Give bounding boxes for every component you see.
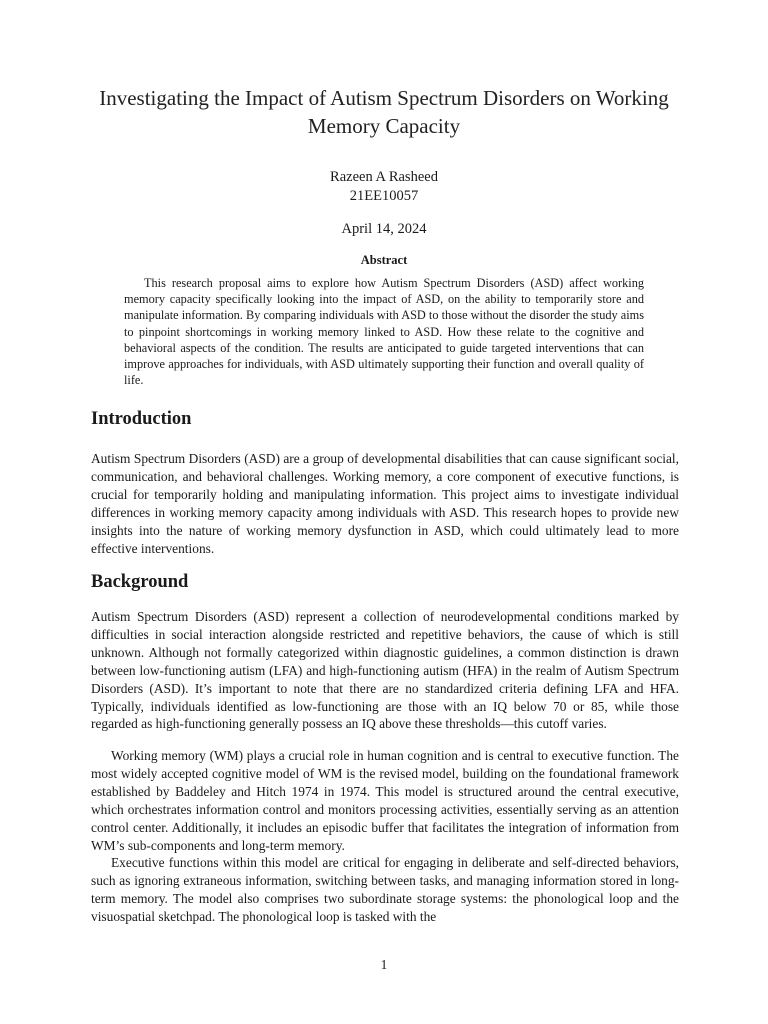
- abstract-text: This research proposal aims to explore how Autism Spectrum Disorders (ASD) affect working memory capacity specifically looking into the impact of ASD, on the ability to temporarily store and manipulate information. By comparing individuals with ASD to those without the disorder the study aims to pinpoint shortcomings in working memory linked to ASD. How these relate to the cognitive and behavioral aspects of the condition. The results are anticipated to guide targeted interventions that can improve approaches for individuals, with ASD ultimately supporting their function and overall quality of life.: [124, 276, 644, 388]
- author-block: [0, 168, 768, 206]
- page-number: 1: [380, 957, 388, 972]
- introduction-heading: Introduction: [91, 409, 192, 429]
- author-name: Razeen A Rasheed: [330, 169, 438, 185]
- paper-title: Investigating the Impact of Autism Spectrum Disorders on Working Memory Capacity: [99, 86, 669, 138]
- author-id: 21EE10057: [349, 188, 419, 204]
- background-paragraph-3: Executive functions within this model are critical for engaging in deliberate and self-directed behaviors, such as ignoring extraneous information, switching between tasks, and managing information stored in long-term memory. The model also comprises two subordinate storage systems: the phonological loop and the visuospatial sketchpad. The phonological loop is tasked with the: [91, 855, 679, 924]
- background-heading: Background: [91, 572, 189, 592]
- introduction-paragraph: Autism Spectrum Disorders (ASD) are a group of developmental disabilities that can cause significant social, communication, and behavioral challenges. Working memory, a core component of executive functions, is crucial for temporarily holding and manipulating information. This project aims to investigate individual differences in working memory capacity among individuals with ASD. This research hopes to provide new insights into the nature of working memory dysfunction in ASD, which could ultimately lead to more effective interventions.: [91, 451, 679, 556]
- paper-date: April 14, 2024: [341, 221, 427, 237]
- abstract-heading: Abstract: [360, 253, 408, 267]
- background-paragraph-2: Working memory (WM) plays a crucial role in human cognition and is central to executive function. The most widely accepted cognitive model of WM is the revised model, building on the foundational framework established by Baddeley and Hitch 1974 in 1974. This model is structured around the central executive, which orchestrates information control and monitors processing activities, essentially serving as an attention control center. Additionally, it includes an episodic buffer that facilitates the integration of information from WM’s sub-components and long-term memory.: [91, 748, 679, 853]
- background-paragraph-1: Autism Spectrum Disorders (ASD) represent a collection of neurodevelopmental conditions marked by difficulties in social interaction alongside restricted and repetitive behaviors, the cause of which is still unknown. Although not formally categorized within diagnostic guidelines, a common distinction is drawn between low-functioning autism (LFA) and high-functioning autism (HFA) in the realm of Autism Spectrum Disorders (ASD). It’s important to note that there are no standardized criteria defining LFA and HFA. Typically, individuals identified as low-functioning are those with an IQ below 70 or 85, while those regarded as high-functioning generally possess an IQ above these thresholds—this cutoff varies.: [91, 609, 679, 732]
